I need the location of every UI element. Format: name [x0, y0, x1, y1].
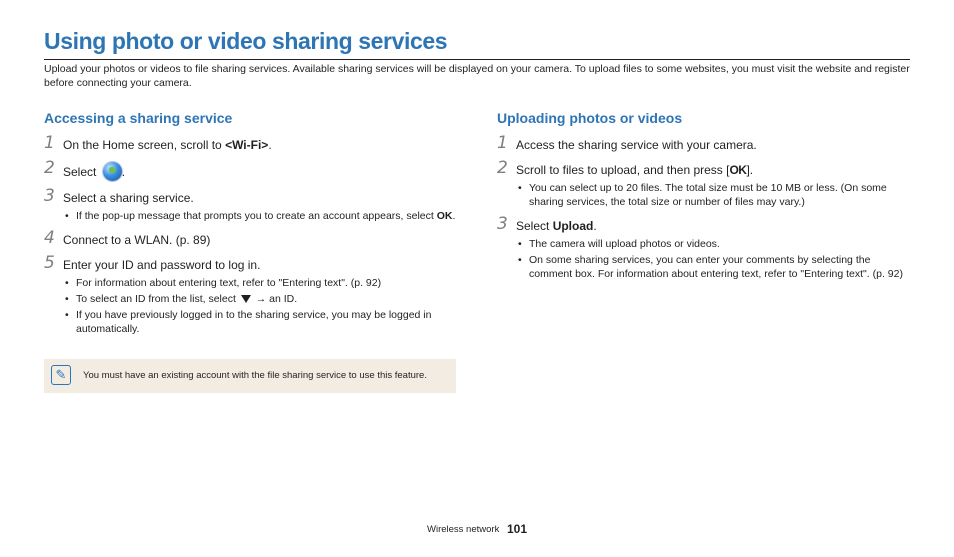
step-3: 3 Select Upload. • The camera will upload photos or videos. • On some sharing services, you can enter your comments by selecting the comment box. For information about entering text, refer to "Entering text". (p. 92) [497, 218, 911, 281]
step-5: 5 Enter your ID and password to log in. • For information about entering text, refer to "Entering text". (p. 92) • To select an ID from the list, select → an ID. • If you have previously logged in to the sharing service, you may be logged in automatically. [44, 257, 460, 336]
step-3: 3 Select a sharing service. • If the pop-up message that prompts you to create an account appears, select OK. [44, 190, 460, 223]
list-item: • If the pop-up message that prompts you to create an account appears, select OK. [63, 209, 460, 223]
title-rule [44, 59, 910, 60]
list-item: • If you have previously logged in to the sharing service, you may be logged in automatically. [63, 308, 460, 336]
note-text: You must have an existing account with the file sharing service to use this feature. [83, 370, 427, 381]
step-2: 2 Scroll to files to upload, and then press [OK]. • You can select up to 20 files. The total size must be 10 MB or less. (On some sharing services, the total size or number of files may vary.) [497, 162, 911, 209]
step-4: 4 Connect to a WLAN. (p. 89) [44, 228, 211, 248]
section-heading: Accessing a sharing service [44, 110, 233, 126]
step-number: 2 [497, 158, 508, 178]
step-number: 4 [44, 228, 55, 248]
down-arrow-icon [241, 295, 251, 303]
list-item: • On some sharing services, you can enter your comments by selecting the comment box. For information about entering text, refer to "Entering text". (p. 92) [516, 253, 911, 281]
step-number: 1 [44, 133, 55, 153]
list-item: • You can select up to 20 files. The total size must be 10 MB or less. (On some sharing services, the total size or number of files may vary.) [516, 181, 911, 209]
accessing-section [44, 110, 460, 338]
intro-text: Upload your photos or videos to file sharing services. Available sharing services will be displayed on your camera. To upload files to some websites, you must visit the website and register before connecting your camera. [44, 63, 910, 89]
step-number: 2 [44, 158, 55, 178]
section-heading: Uploading photos or videos [497, 110, 683, 126]
page-number: 101 [507, 522, 528, 536]
step-1: 1 Access the sharing service with your camera. [497, 133, 757, 153]
note-box [44, 359, 456, 393]
step-number: 5 [44, 253, 55, 273]
step-1: 1 On the Home screen, scroll to <Wi-Fi>. [44, 133, 272, 153]
step-number: 1 [497, 133, 508, 153]
globe-icon [103, 162, 122, 181]
list-item: • For information about entering text, refer to "Entering text". (p. 92) [63, 276, 460, 290]
page-title: Using photo or video sharing services [44, 28, 448, 54]
step-number: 3 [44, 186, 55, 206]
step-number: 3 [497, 214, 508, 234]
ok-button-icon: OK [729, 163, 747, 177]
step-2: 2 Select . [44, 158, 126, 179]
list-item: • The camera will upload photos or videos. [516, 237, 911, 251]
uploading-section [497, 110, 911, 283]
list-item: • To select an ID from the list, select → an ID. [63, 292, 460, 306]
footer-section-name: Wireless network [427, 524, 500, 535]
note-pencil-icon: ✎ [51, 365, 71, 385]
